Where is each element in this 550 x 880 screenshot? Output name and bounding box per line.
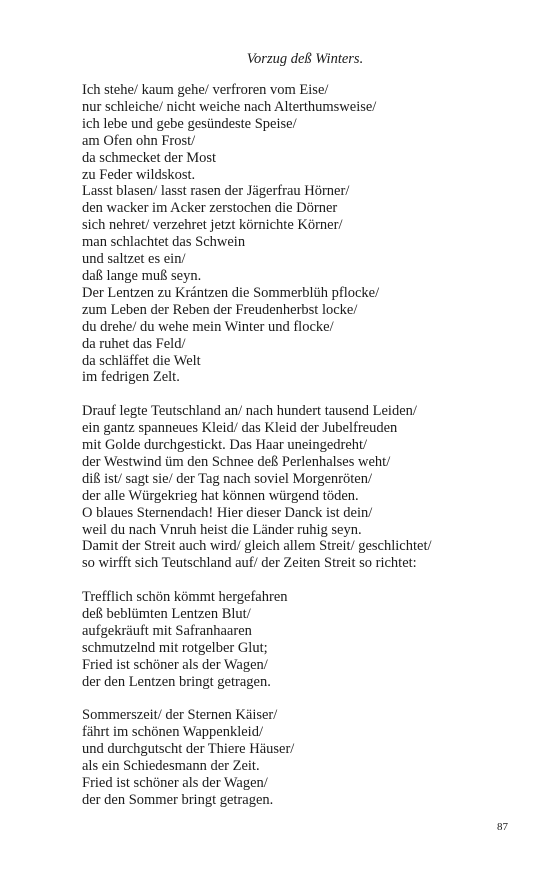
poem-line: deß beblümten Lentzen Blut/: [82, 606, 251, 623]
poem-line: daß lange muß seyn.: [82, 267, 202, 284]
poem-line: nur schleiche/ nicht weiche nach Alterthumsweise/: [82, 98, 377, 115]
poem-line: weil du nach Vnruh heist die Länder ruhig seyn.: [82, 521, 362, 538]
poem-line: du drehe/ du wehe mein Winter und flocke/: [82, 318, 334, 335]
poem-line: der Westwind üm den Schnee deß Perlenhalses weht/: [82, 453, 391, 470]
poem-line: Fried ist schöner als der Wagen/: [82, 775, 268, 792]
poem-line: da schmecket der Most: [82, 149, 217, 166]
poem-line: O blaues Sternendach! Hier dieser Danck ist dein/: [82, 504, 373, 521]
poem-line: mit Golde durchgestickt. Das Haar uneingedreht/: [82, 437, 368, 454]
poem-line: der alle Würgekrieg hat können würgend töden.: [82, 487, 359, 504]
poem-line: Damit der Streit auch wird/ gleich allem Streit/ geschlichtet/: [82, 538, 432, 555]
poem-line: Der Lentzen zu Krántzen die Sommerblüh pflocke/: [82, 284, 380, 301]
stanza: [82, 589, 522, 690]
poem-line: aufgekräuft mit Safranhaaren: [82, 622, 252, 639]
poem-line: zum Leben der Reben der Freudenherbst locke/: [82, 301, 358, 318]
poem-line: der den Lentzen bringt getragen.: [82, 673, 271, 690]
poem-line: Ich stehe/ kaum gehe/ verfroren vom Eise/: [82, 82, 329, 98]
poem-body: [82, 82, 522, 809]
poem-line: Trefflich schön kömmt hergefahren: [82, 589, 288, 606]
stanza-gap: [82, 572, 522, 589]
stanza: [82, 707, 522, 808]
poem-line: am Ofen ohn Frost/: [82, 132, 196, 149]
poem-line: sich nehret/ verzehret jetzt körnichte Körner/: [82, 217, 343, 234]
poem-line: Sommerszeit/ der Sternen Käiser/: [82, 707, 278, 724]
poem-line: im fedrigen Zelt.: [82, 369, 180, 386]
stanza-gap: [82, 691, 522, 708]
poem-line: ein gantz spanneues Kleid/ das Kleid der Jubelfreuden: [82, 420, 398, 437]
poem-line: ich lebe und gebe gesündeste Speise/: [82, 115, 297, 132]
poem-line: man schlachtet das Schwein: [82, 234, 246, 251]
poem-line: der den Sommer bringt getragen.: [82, 792, 274, 809]
poem-line: Fried ist schöner als der Wagen/: [82, 656, 268, 673]
poem-line: als ein Schiedesmann der Zeit.: [82, 758, 260, 775]
stanza-gap: [82, 386, 522, 403]
poem-line: da ruhet das Feld/: [82, 335, 186, 352]
poem-line: und durchgutscht der Thiere Häuser/: [82, 741, 295, 758]
poem-line: diß ist/ sagt sie/ der Tag nach soviel Morgenröten/: [82, 470, 373, 487]
poem-line: Lasst blasen/ lasst rasen der Jägerfrau Hörner/: [82, 183, 350, 200]
poem-line: fährt im schönen Wappenkleid/: [82, 724, 263, 741]
page-number: 87: [497, 821, 508, 833]
poem-line: schmutzelnd mit rotgelber Glut;: [82, 639, 268, 656]
poem-line: zu Feder wildskost.: [82, 166, 196, 183]
poem-line: und saltzet es ein/: [82, 251, 186, 268]
poem-line: da schläffet die Welt: [82, 352, 201, 369]
poem-line: Drauf legte Teutschland an/ nach hundert tausend Leiden/: [82, 403, 417, 420]
stanza: [82, 403, 522, 572]
poem-line: so wirfft sich Teutschland auf/ der Zeiten Streit so richtet:: [82, 555, 417, 572]
poem-title: Vorzug deß Winters.: [246, 51, 364, 67]
poem-line: den wacker im Acker zerstochen die Dörner: [82, 200, 338, 217]
stanza: [82, 82, 522, 386]
